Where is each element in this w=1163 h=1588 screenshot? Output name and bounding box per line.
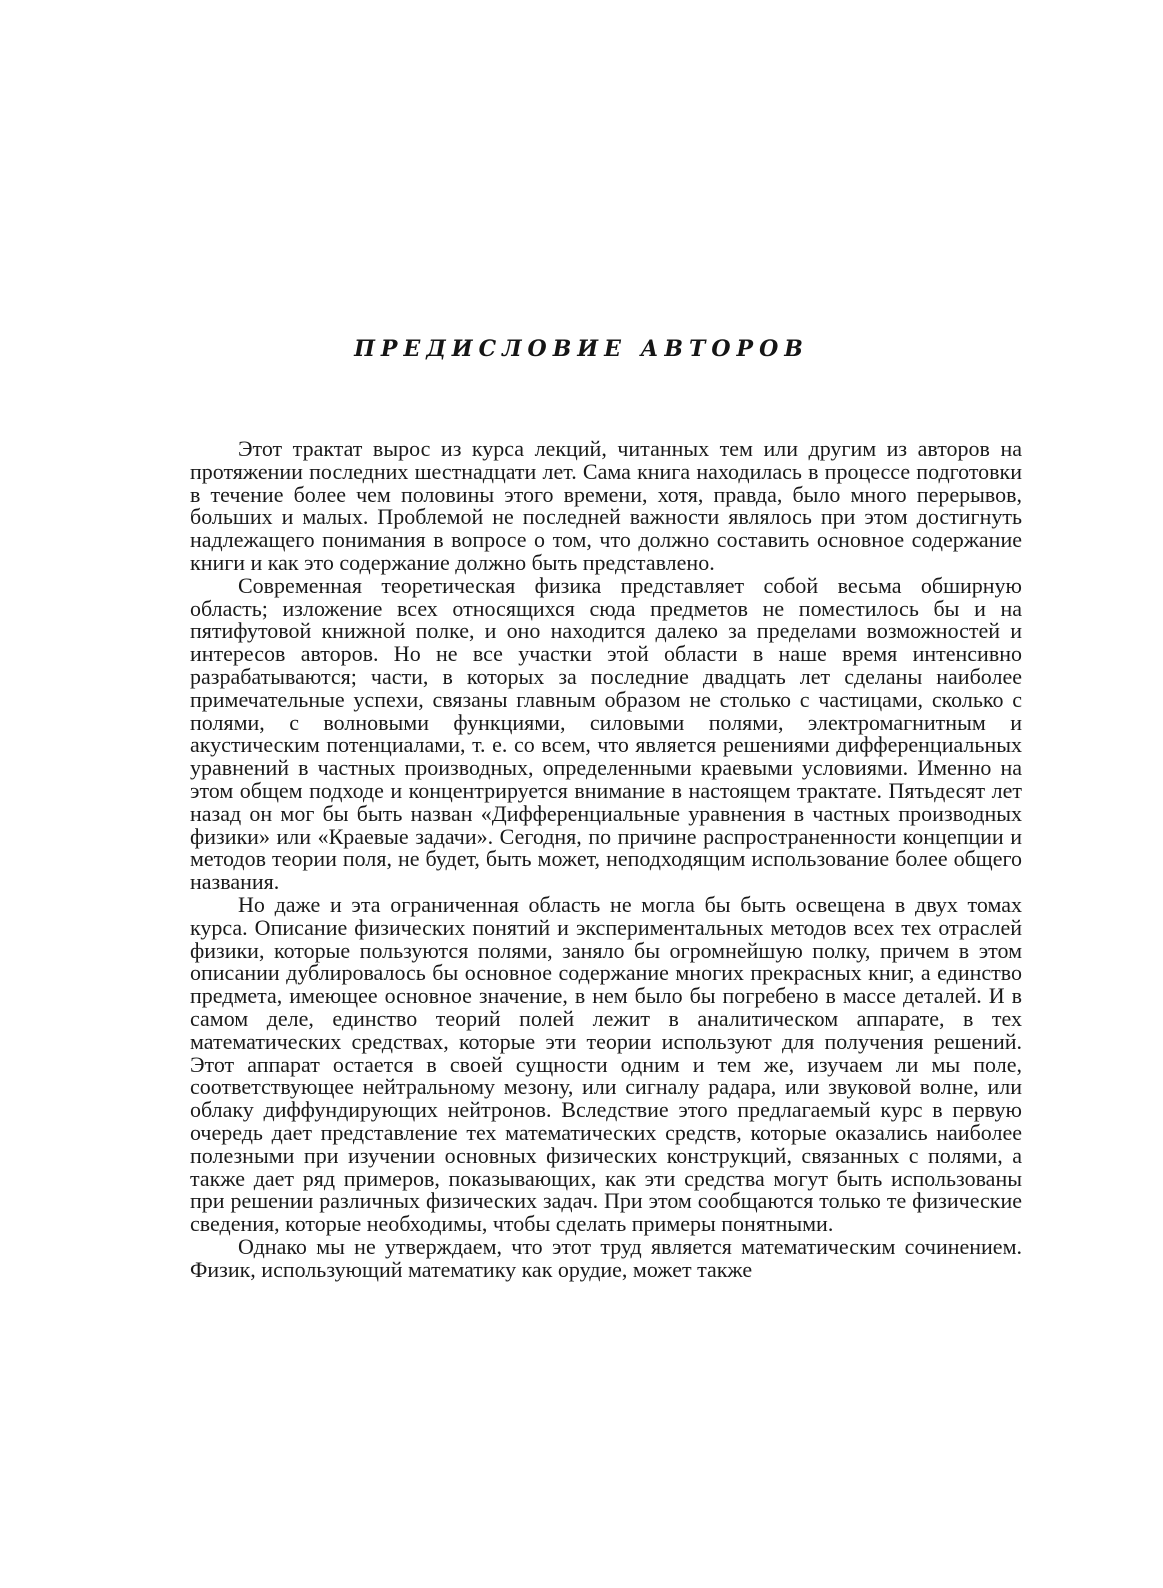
paragraph-3: Но даже и эта ограниченная область не могла бы быть освещена в двух томах курса. Описание физических понятий и экспериментальных методов всех тех отраслей физики, которые пользуются полями, заняло бы огромнейшую полку, причем в этом описании дублировалось бы основное содержание многих прекрасных книг, а единство предмета, имеющее основное значение, в нем было бы погребено в массе деталей. И в самом деле, единство теорий полей лежит в аналитическом аппарате, в тех математических средствах, которые эти теории используют для получения решений. Этот аппарат остается в своей сущности одним и тем же, изучаем ли мы поле, соответствующее нейтральному мезону, или сигналу радара, или звуковой волне, или облаку диффундирующих нейтронов. Вследствие этого предлагаемый курс в первую очередь дает представление тех математических средств, которые оказались наиболее полезными при изучении основных физических конструкций, связанных с полями, а также дает ряд примеров, показывающих, как эти средства могут быть использованы при решении различных физических задач. При этом сообщаются только те физические сведения, которые необходимы, чтобы сделать примеры понятными. (190, 891, 1022, 1237)
page-title: ПРЕДИСЛОВИЕ АВТОРОВ (354, 336, 809, 362)
paragraph-4: Однако мы не утверждаем, что этот труд является математическим сочинением. Физик, использующий математику как орудие, может также (190, 1233, 1022, 1282)
paragraph-2: Современная теоретическая физика представляет собой весьма обширную область; изложение всех относящихся сюда предметов не поместилось бы и на пятифутовой книжной полке, и оно находится далеко за пределами возможностей и интересов авторов. Но не все участки этой области в наше время интенсивно разрабатываются; части, в которых за последние двадцать лет сделаны наиболее примечательные успехи, связаны главным образом не столько с частицами, сколько с полями, с волновыми функциями, силовыми полями, электромагнитным и акустическим потенциалами, т. е. со всем, что является решениями дифференциальных уравнений в частных производных, определенными краевыми условиями. Именно на этом общем подходе и концентрируется внимание в настоящем трактате. Пятьдесят лет назад он мог бы быть назван «Дифференциальные уравнения в частных производных физики» или «Краевые задачи». Сегодня, по причине распространенности концепции и методов теории поля, не будет, быть может, неподходящим использование более общего названия. (190, 572, 1022, 895)
preface-body (190, 438, 1022, 1281)
paragraph-1: Этот трактат вырос из курса лекций, читанных тем или другим из авторов на протяжении последних шестнадцати лет. Сама книга находилась в процессе подготовки в течение более чем половины этого времени, хотя, правда, было много перерывов, больших и малых. Проблемой не последней важности являлось при этом достигнуть надлежащего понимания в вопросе о том, что должно составить основное содержание книги и как это содержание должно быть представлено. (190, 436, 1022, 575)
